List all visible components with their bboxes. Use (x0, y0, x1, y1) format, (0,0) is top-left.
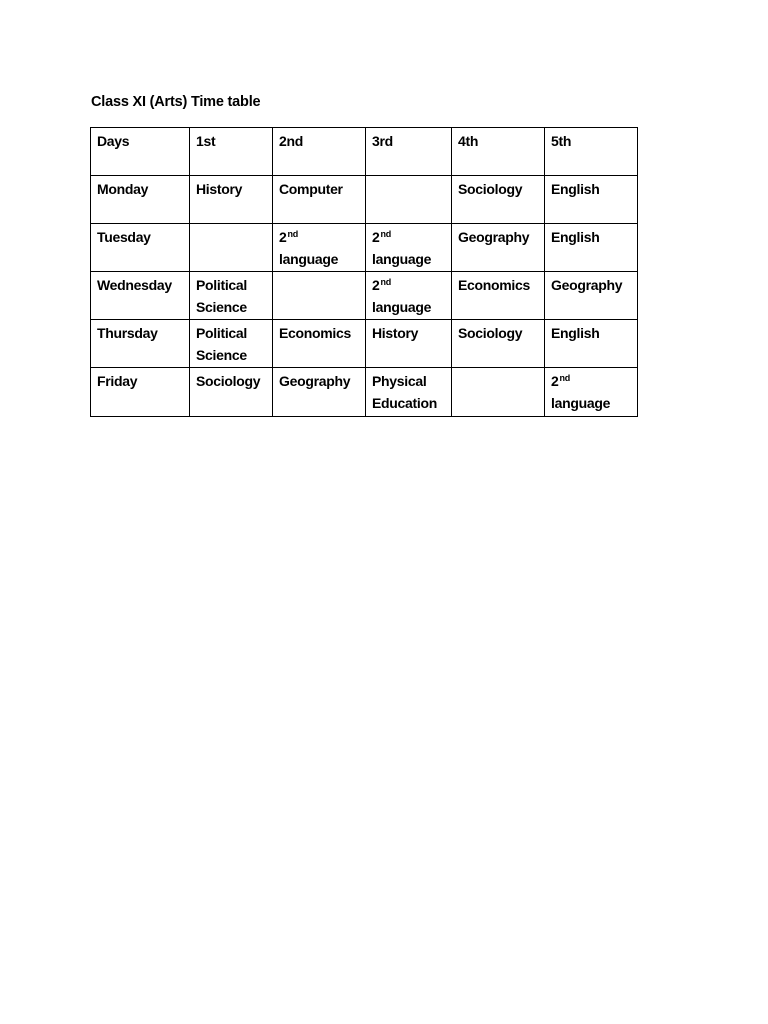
table-cell: Sociology (452, 320, 545, 368)
table-cell (190, 320, 273, 368)
cell-line-2: Education (372, 395, 437, 411)
timetable (90, 127, 638, 417)
cell-line-2: Science (196, 347, 247, 363)
table-cell: English (545, 176, 638, 224)
ordinal-number: 2 (372, 277, 380, 293)
table-row (91, 272, 638, 320)
cell-word: language (551, 395, 611, 411)
table-cell: English (545, 224, 638, 272)
ordinal-number: 2 (551, 373, 559, 389)
empty-cell (366, 176, 452, 224)
day-cell: Wednesday (91, 272, 190, 320)
table-row (91, 368, 638, 417)
table-cell: Economics (273, 320, 366, 368)
header-period-5: 5th (545, 128, 638, 176)
table-cell (366, 272, 452, 320)
day-cell: Monday (91, 176, 190, 224)
ordinal-number: 2 (279, 229, 287, 245)
table-cell: Geography (273, 368, 366, 417)
ordinal-suffix: nd (287, 229, 298, 239)
cell-line-1: Political (196, 325, 247, 341)
empty-cell (190, 224, 273, 272)
table-row (91, 320, 638, 368)
header-days: Days (91, 128, 190, 176)
header-period-3: 3rd (366, 128, 452, 176)
cell-line-2: Science (196, 299, 247, 315)
cell-line-1: Physical (372, 373, 427, 389)
table-cell: Sociology (452, 176, 545, 224)
table-cell: English (545, 320, 638, 368)
table-row (91, 176, 638, 224)
cell-word: language (372, 299, 432, 315)
table-cell (273, 224, 366, 272)
ordinal-suffix: nd (559, 373, 570, 383)
cell-word: language (279, 251, 339, 267)
table-cell (545, 368, 638, 417)
table-cell: Sociology (190, 368, 273, 417)
table-cell (190, 272, 273, 320)
header-row (91, 128, 638, 176)
cell-line-1: Political (196, 277, 247, 293)
day-cell: Tuesday (91, 224, 190, 272)
table-cell: Geography (545, 272, 638, 320)
ordinal-suffix: nd (380, 277, 391, 287)
empty-cell (452, 368, 545, 417)
table-cell: Computer (273, 176, 366, 224)
page-title: Class XI (Arts) Time table (91, 94, 261, 110)
cell-word: language (372, 251, 432, 267)
day-cell: Friday (91, 368, 190, 417)
table-cell: Economics (452, 272, 545, 320)
header-period-4: 4th (452, 128, 545, 176)
empty-cell (273, 272, 366, 320)
day-cell: Thursday (91, 320, 190, 368)
header-period-2: 2nd (273, 128, 366, 176)
table-cell (366, 224, 452, 272)
table-cell: History (190, 176, 273, 224)
table-row (91, 224, 638, 272)
ordinal-number: 2 (372, 229, 380, 245)
ordinal-suffix: nd (380, 229, 391, 239)
table-cell (366, 368, 452, 417)
table-cell: Geography (452, 224, 545, 272)
header-period-1: 1st (190, 128, 273, 176)
table-cell: History (366, 320, 452, 368)
